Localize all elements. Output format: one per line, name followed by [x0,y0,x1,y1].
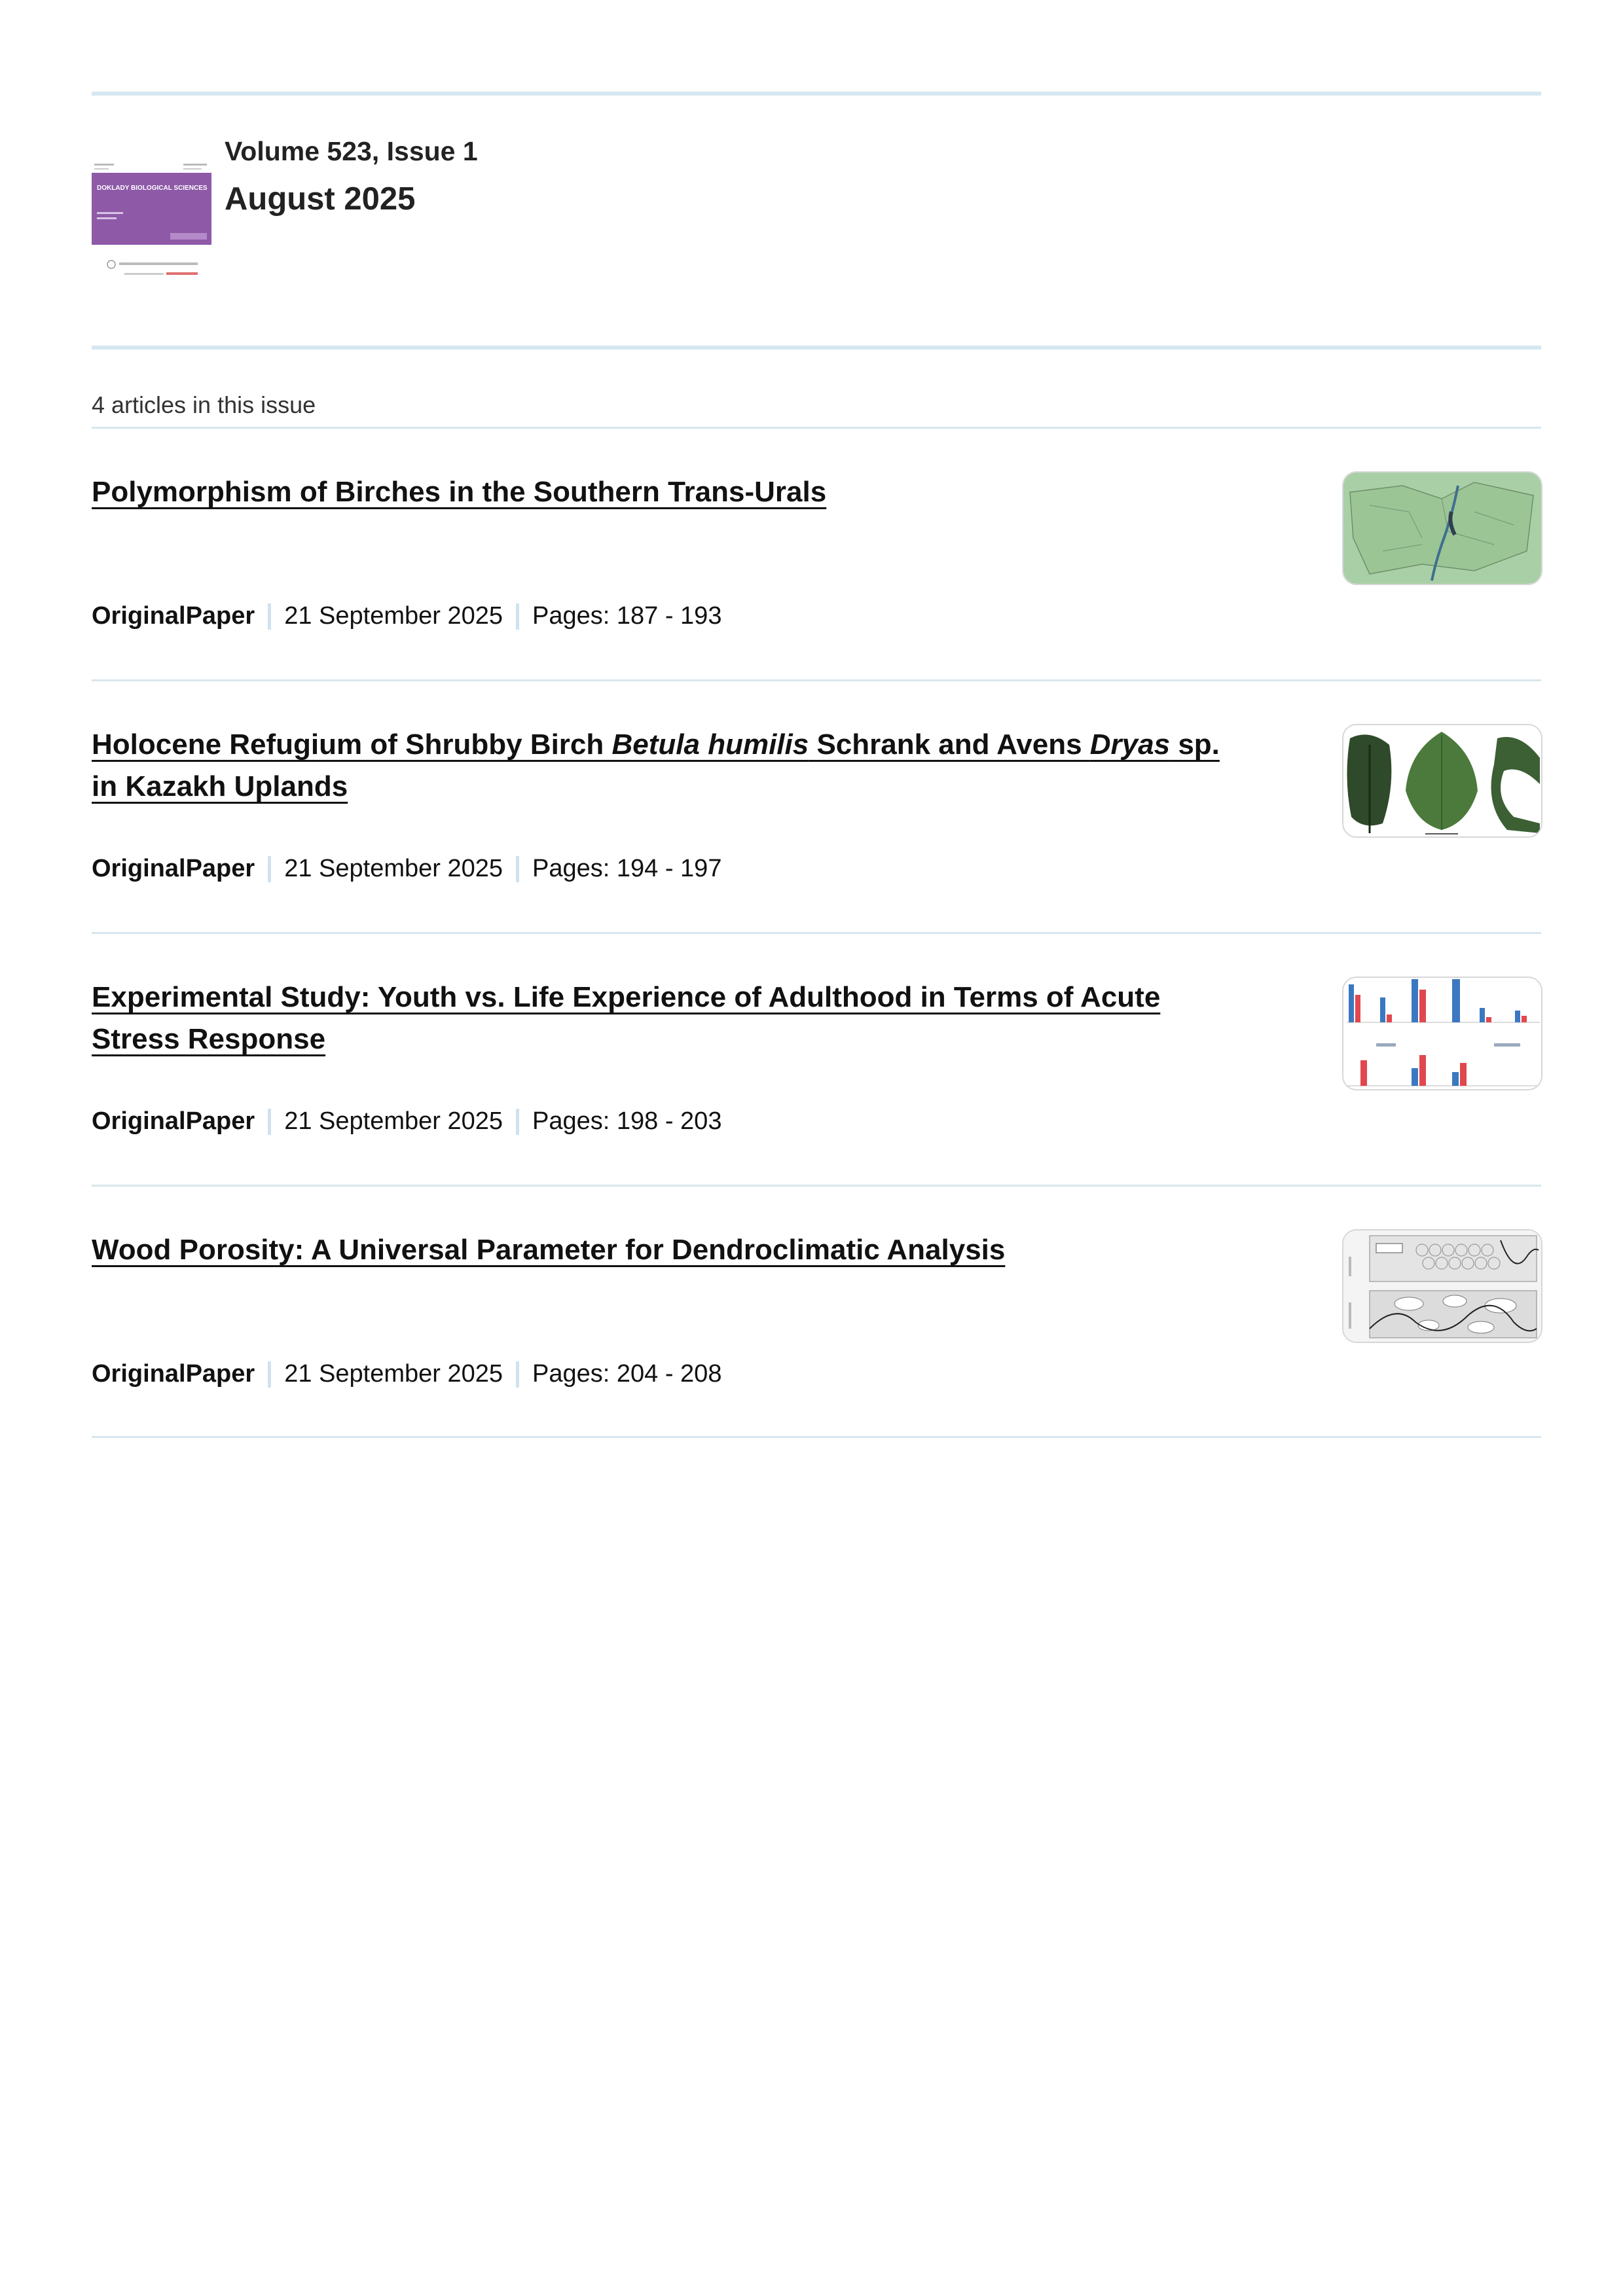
article-pages: Pages: 198 - 203 [532,1107,722,1135]
leaf-thumbnail[interactable] [1342,724,1542,838]
meta-separator [516,603,519,630]
article-divider [92,1185,1541,1187]
article-date: 21 September 2025 [284,1360,503,1388]
article-divider [92,679,1541,681]
article-title-link[interactable]: Polymorphism of Birches in the Southern Trans-Urals [92,476,827,508]
article-meta [92,602,721,630]
article-meta [92,855,721,883]
list-top-rule [92,427,1541,429]
article-date: 21 September 2025 [284,1107,503,1135]
article-type: OriginalPaper [92,602,255,630]
article-date: 21 September 2025 [284,602,503,630]
article-type: OriginalPaper [92,1107,255,1135]
meta-separator [268,1109,271,1135]
journal-cover-image[interactable] [92,160,211,291]
article-count: 4 articles in this issue [92,391,316,418]
meta-separator [516,1361,519,1388]
article-type: OriginalPaper [92,855,255,882]
issue-volume: Volume 523, Issue 1 [225,136,478,166]
meta-separator [268,1361,271,1388]
article-pages: Pages: 194 - 197 [532,855,722,882]
article-divider [92,1436,1541,1438]
header-bottom-rule [92,346,1541,350]
meta-separator [516,1109,519,1135]
issue-date: August 2025 [225,181,416,217]
meta-separator [268,856,271,882]
article-title-link[interactable]: Holocene Refugium of Shrubby Birch Betula humilis Schrank and Avens Dryas sp. in Kazakh Uplands [92,728,1220,802]
article-pages: Pages: 187 - 193 [532,602,722,630]
article-meta [92,1360,721,1388]
meta-separator [268,603,271,630]
map-thumbnail[interactable] [1342,471,1542,585]
header-top-rule [92,92,1541,96]
article-title-link[interactable]: Experimental Study: Youth vs. Life Experience of Adulthood in Terms of Acute Stress Response [92,981,1161,1055]
article-date: 21 September 2025 [284,855,503,882]
wood-cells-thumbnail[interactable] [1342,1229,1542,1343]
article-type: OriginalPaper [92,1360,255,1388]
article-title-link[interactable]: Wood Porosity: A Universal Parameter for Dendroclimatic Analysis [92,1234,1006,1266]
meta-separator [516,856,519,882]
bar-chart-thumbnail[interactable] [1342,977,1542,1090]
article-pages: Pages: 204 - 208 [532,1360,722,1388]
article-meta [92,1107,721,1136]
article-divider [92,932,1541,934]
cover-title: DOKLADY BIOLOGICAL SCIENCES [97,185,208,192]
